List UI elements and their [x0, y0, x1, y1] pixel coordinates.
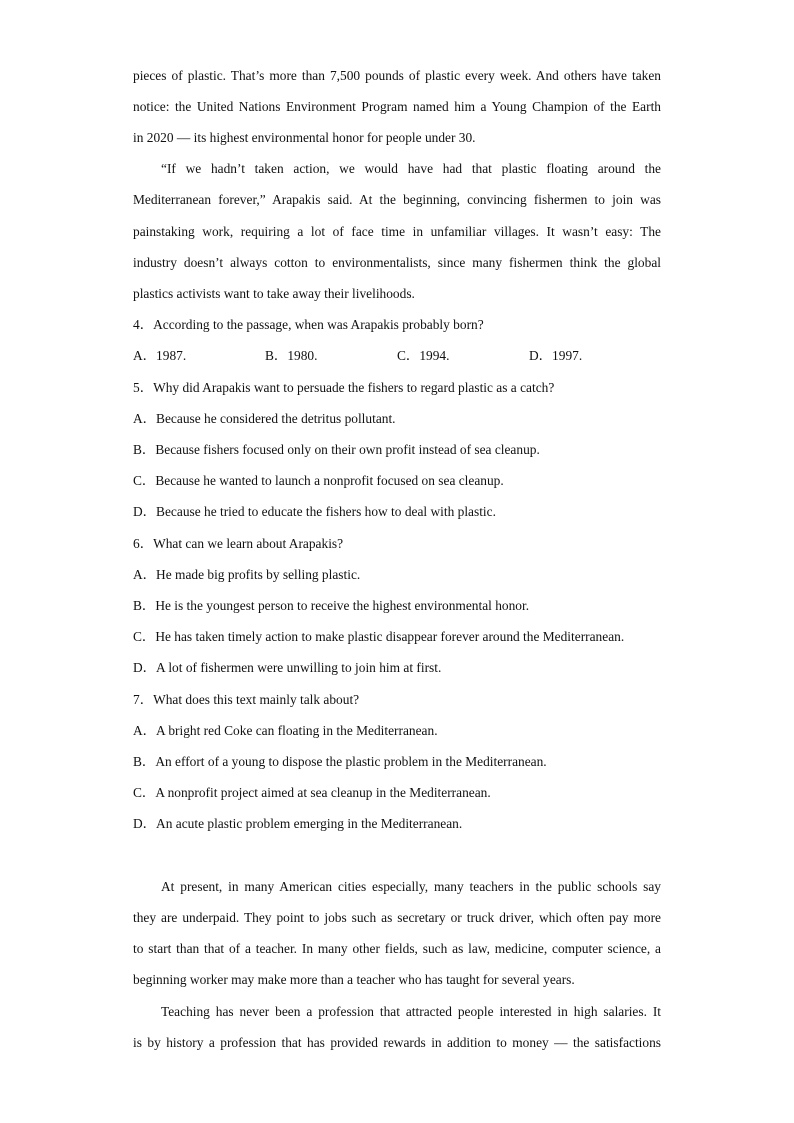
- passage1-para1-line: pieces of plastic. That’s more than 7,500 pounds of plastic every week. And others have taken: [133, 68, 661, 83]
- option-a: A．1987.: [133, 348, 187, 363]
- passage2-para1-line: they are underpaid. They point to jobs such as secretary or truck driver, which often pay more: [133, 910, 661, 925]
- option-c: C．1994.: [397, 348, 450, 363]
- passage2-para2-line: is by history a profession that has provided rewards in addition to money — the satisfactions: [133, 1035, 661, 1050]
- option-d: D．A lot of fishermen were unwilling to join him at first.: [133, 660, 442, 675]
- option-c: C．Because he wanted to launch a nonprofit focused on sea cleanup.: [133, 473, 504, 488]
- option-a: A．He made big profits by selling plastic.: [133, 567, 361, 582]
- option-d: D．An acute plastic problem emerging in the Mediterranean.: [133, 816, 463, 831]
- question-4-options: [133, 347, 661, 365]
- option-d: D．1997.: [529, 348, 583, 363]
- option-b: B．1980.: [265, 348, 318, 363]
- passage1-para2-line: plastics activists want to take away their livelihoods.: [133, 286, 415, 301]
- question-6-stem: 6．What can we learn about Arapakis?: [133, 536, 344, 551]
- passage1-para2-line: painstaking work, requiring a lot of face time in unfamiliar villages. It wasn’t easy: The: [133, 224, 661, 239]
- passage1-para1-line: notice: the United Nations Environment Program named him a Young Champion of the Earth: [133, 99, 661, 114]
- passage2-para1-line: At present, in many American cities especially, many teachers in the public schools say: [161, 879, 661, 894]
- passage1-para1-line: in 2020 — its highest environmental honor for people under 30.: [133, 130, 476, 145]
- option-a: A．A bright red Coke can floating in the Mediterranean.: [133, 723, 438, 738]
- option-b: B．Because fishers focused only on their own profit instead of sea cleanup.: [133, 442, 540, 457]
- passage2-para2-line: Teaching has never been a profession that attracted people interested in high salaries. It: [161, 1004, 661, 1019]
- passage2-para1-line: beginning worker may make more than a teacher who has taught for several years.: [133, 972, 575, 987]
- option-c: C．He has taken timely action to make plastic disappear forever around the Mediterranean.: [133, 629, 625, 644]
- option-b: B．An effort of a young to dispose the plastic problem in the Mediterranean.: [133, 754, 547, 769]
- passage2-para1-line: to start than that of a teacher. In many other fields, such as law, medicine, computer science, a: [133, 941, 661, 956]
- passage1-para2-line: Mediterranean forever,” Arapakis said. At the beginning, convincing fishermen to join was: [133, 192, 661, 207]
- passage1-para2-line: industry doesn’t always cotton to environmentalists, since many fishermen think the global: [133, 255, 661, 270]
- question-4-stem: 4．According to the passage, when was Arapakis probably born?: [133, 317, 484, 332]
- option-b: B．He is the youngest person to receive the highest environmental honor.: [133, 598, 530, 613]
- question-7-stem: 7．What does this text mainly talk about?: [133, 692, 360, 707]
- option-d: D．Because he tried to educate the fishers how to deal with plastic.: [133, 504, 496, 519]
- passage1-para2-line: “If we hadn’t taken action, we would have had that plastic floating around the: [161, 161, 661, 176]
- question-5-stem: 5．Why did Arapakis want to persuade the fishers to regard plastic as a catch?: [133, 380, 555, 395]
- option-a: A．Because he considered the detritus pollutant.: [133, 411, 396, 426]
- option-c: C．A nonprofit project aimed at sea cleanup in the Mediterranean.: [133, 785, 491, 800]
